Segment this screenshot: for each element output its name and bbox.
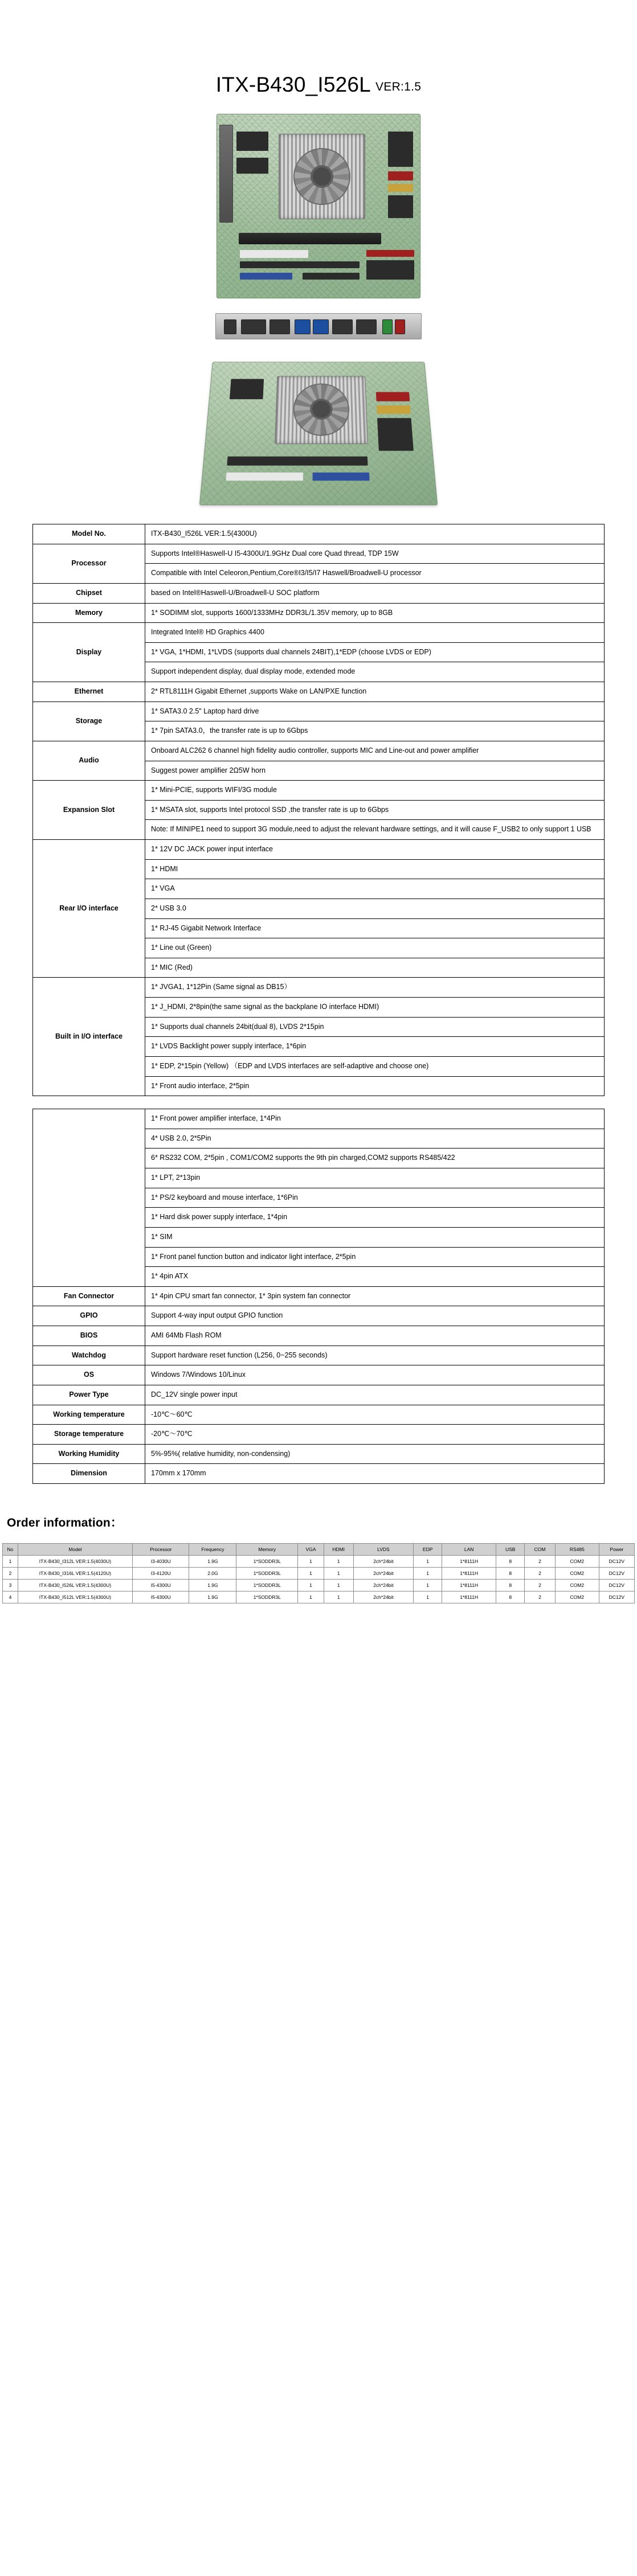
spec-value-cell: -10℃～60℃ bbox=[145, 1405, 605, 1425]
order-table-cell: DC12V bbox=[599, 1556, 634, 1568]
spec-label-cell: Working Humidity bbox=[33, 1444, 145, 1464]
spec-row bbox=[33, 1286, 605, 1306]
order-table-cell: 1 bbox=[298, 1580, 324, 1591]
spec-value-cell: 1* MIC (Red) bbox=[145, 958, 605, 978]
heatsink-graphic bbox=[275, 376, 368, 444]
spec-row bbox=[33, 781, 605, 801]
order-table-cell: 1 bbox=[298, 1556, 324, 1568]
spec-label-cell bbox=[33, 1109, 145, 1287]
spec-value-cell: Support independent display, dual display mode, extended mode bbox=[145, 662, 605, 682]
order-table-column-header: COM bbox=[525, 1544, 556, 1556]
connector-block-graphic bbox=[377, 418, 414, 451]
spec-label-cell: GPIO bbox=[33, 1306, 145, 1326]
line-out-jack-graphic bbox=[382, 319, 393, 334]
spec-label-cell: Storage temperature bbox=[33, 1425, 145, 1445]
rj45-port-graphic bbox=[332, 319, 353, 334]
order-table-cell: 1 bbox=[324, 1591, 353, 1603]
order-table-cell: I5-4300U bbox=[133, 1580, 189, 1591]
spec-value-cell: 1* PS/2 keyboard and mouse interface, 1*6Pin bbox=[145, 1188, 605, 1208]
spec-value-cell: ITX-B430_I526L VER:1.5(4300U) bbox=[145, 524, 605, 544]
order-table-cell: DC12V bbox=[599, 1580, 634, 1591]
spec-value-cell: 1* EDP, 2*15pin (Yellow) （EDP and LVDS interfaces are self-adaptive and choose one) bbox=[145, 1056, 605, 1076]
specifications-table-secondary-body bbox=[33, 1109, 605, 1484]
connector-block-graphic bbox=[303, 273, 360, 280]
connector-block-graphic bbox=[388, 184, 413, 192]
order-table-cell: 1 bbox=[324, 1580, 353, 1591]
connector-block-graphic bbox=[236, 158, 268, 174]
spec-value-cell: 1* VGA bbox=[145, 879, 605, 899]
spec-row bbox=[33, 1346, 605, 1365]
spec-value-cell: Suggest power amplifier 2Ω5W horn bbox=[145, 761, 605, 781]
order-table-cell: 3 bbox=[3, 1580, 18, 1591]
connector-block-graphic bbox=[366, 250, 414, 257]
spec-value-cell: Integrated Intel® HD Graphics 4400 bbox=[145, 623, 605, 643]
io-shield-graphic bbox=[219, 125, 233, 223]
order-table-cell: ITX-B430_I512L VER:1.5(4300U) bbox=[18, 1591, 132, 1603]
order-table-column-header: Processor bbox=[133, 1544, 189, 1556]
order-table-cell: 1 bbox=[414, 1568, 442, 1580]
spec-label-cell: OS bbox=[33, 1365, 145, 1385]
spec-value-cell: 1* Line out (Green) bbox=[145, 938, 605, 958]
order-table-cell: I3-4120U bbox=[133, 1568, 189, 1580]
order-table-cell: 1*SODDR3L bbox=[236, 1580, 298, 1591]
spec-value-cell: 1* Front power amplifier interface, 1*4Pin bbox=[145, 1109, 605, 1129]
spec-value-cell: DC_12V single power input bbox=[145, 1385, 605, 1405]
connector-block-graphic bbox=[240, 250, 308, 258]
spec-row bbox=[33, 544, 605, 564]
spec-value-cell: Supports Intel®Haswell-U I5-4300U/1.9GHz Dual core Quad thread, TDP 15W bbox=[145, 544, 605, 564]
motherboard-top-view-image bbox=[217, 114, 420, 298]
specifications-table-primary bbox=[32, 524, 605, 1096]
order-table-cell: COM2 bbox=[555, 1591, 599, 1603]
spec-value-cell: Windows 7/Windows 10/Linux bbox=[145, 1365, 605, 1385]
connector-block-graphic bbox=[388, 171, 413, 181]
spec-value-cell: 1* 4pin ATX bbox=[145, 1267, 605, 1287]
order-table-cell: 1 bbox=[414, 1580, 442, 1591]
spec-row bbox=[33, 583, 605, 603]
order-table-cell: DC12V bbox=[599, 1591, 634, 1603]
connector-block-graphic bbox=[227, 457, 368, 466]
spec-value-cell: 5%-95%( relative humidity, non-condensing) bbox=[145, 1444, 605, 1464]
specifications-table-secondary bbox=[32, 1109, 605, 1484]
cpu-fan-graphic bbox=[293, 148, 350, 205]
spec-row bbox=[33, 1385, 605, 1405]
order-table-cell: 1 bbox=[298, 1591, 324, 1603]
product-version-title: VER:1.5 bbox=[375, 80, 422, 93]
spec-value-cell: 1* HDMI bbox=[145, 859, 605, 879]
order-table-cell: 2 bbox=[525, 1591, 556, 1603]
order-table-row bbox=[3, 1568, 635, 1580]
order-table-cell: 4 bbox=[3, 1591, 18, 1603]
connector-block-graphic bbox=[376, 392, 410, 401]
spec-label-cell: Display bbox=[33, 623, 145, 682]
connector-block-graphic bbox=[226, 473, 303, 481]
spec-row bbox=[33, 1306, 605, 1326]
spec-value-cell: 1* LVDS Backlight power supply interface, 1*6pin bbox=[145, 1037, 605, 1057]
spec-row bbox=[33, 524, 605, 544]
sodimm-slot-graphic bbox=[239, 233, 381, 244]
spec-value-cell: 1* SIM bbox=[145, 1227, 605, 1247]
order-table-cell: 1*8111H bbox=[442, 1556, 496, 1568]
order-table-column-header: LAN bbox=[442, 1544, 496, 1556]
page-title bbox=[0, 0, 637, 97]
connector-block-graphic bbox=[366, 260, 414, 280]
order-table-cell: I5-4300U bbox=[133, 1591, 189, 1603]
spec-value-cell: 1* VGA, 1*HDMI, 1*LVDS (supports dual channels 24BIT),1*EDP (choose LVDS or EDP) bbox=[145, 642, 605, 662]
order-table-cell: 2ch*24bit bbox=[353, 1580, 414, 1591]
connector-block-graphic bbox=[230, 379, 264, 400]
order-table-cell: 1*8111H bbox=[442, 1591, 496, 1603]
connector-block-graphic bbox=[377, 405, 411, 414]
spec-label-cell: BIOS bbox=[33, 1326, 145, 1346]
order-table-column-header: Frequency bbox=[189, 1544, 236, 1556]
order-table-cell: 1*SODDR3L bbox=[236, 1568, 298, 1580]
order-table-cell: 1*SODDR3L bbox=[236, 1591, 298, 1603]
mic-jack-graphic bbox=[395, 319, 405, 334]
spec-value-cell: 1* Front panel function button and indicator light interface, 2*5pin bbox=[145, 1247, 605, 1267]
spec-row bbox=[33, 1326, 605, 1346]
order-table-cell: 2ch*24bit bbox=[353, 1556, 414, 1568]
order-table-cell: COM2 bbox=[555, 1556, 599, 1568]
order-table-column-header: Memory bbox=[236, 1544, 298, 1556]
spec-row bbox=[33, 1365, 605, 1385]
spec-value-cell: Compatible with Intel Celeoron,Pentium,Core®I3/I5/I7 Haswell/Broadwell-U processor bbox=[145, 564, 605, 584]
specifications-table-primary-body bbox=[33, 524, 605, 1096]
order-table-column-header: VGA bbox=[298, 1544, 324, 1556]
spec-row bbox=[33, 1109, 605, 1129]
spec-label-cell: Memory bbox=[33, 603, 145, 623]
spec-value-cell: 6* RS232 COM, 2*5pin , COM1/COM2 supports the 9th pin charged,COM2 supports RS485/422 bbox=[145, 1148, 605, 1168]
spec-label-cell: Built in I/O interface bbox=[33, 978, 145, 1096]
order-table-cell: DC12V bbox=[599, 1568, 634, 1580]
heatsink-graphic bbox=[279, 134, 365, 219]
spec-value-cell: Support hardware reset function (L256, 0~255 seconds) bbox=[145, 1346, 605, 1365]
spec-value-cell: 1* 4pin CPU smart fan connector, 1* 3pin system fan connector bbox=[145, 1286, 605, 1306]
spec-value-cell: 1* 12V DC JACK power input interface bbox=[145, 840, 605, 860]
order-table-column-header: LVDS bbox=[353, 1544, 414, 1556]
spec-row bbox=[33, 840, 605, 860]
product-model-title: ITX-B430_I526L bbox=[215, 73, 371, 96]
order-table-cell: 1*8111H bbox=[442, 1568, 496, 1580]
connector-block-graphic bbox=[240, 261, 360, 268]
spec-value-cell: 1* SODIMM slot, supports 1600/1333MHz DDR3L/1.35V memory, up to 8GB bbox=[145, 603, 605, 623]
spec-label-cell: Dimension bbox=[33, 1464, 145, 1484]
spec-label-cell: Processor bbox=[33, 544, 145, 583]
usb30-port-graphic bbox=[313, 319, 329, 334]
order-table-column-header: No bbox=[3, 1544, 18, 1556]
connector-block-graphic bbox=[313, 473, 370, 481]
order-table-cell: 2 bbox=[525, 1580, 556, 1591]
spec-label-cell: Expansion Slot bbox=[33, 781, 145, 840]
spec-row bbox=[33, 1464, 605, 1484]
motherboard-angled-view-image bbox=[199, 362, 438, 505]
order-table-cell: 1*8111H bbox=[442, 1580, 496, 1591]
spec-value-cell: 1* RJ-45 Gigabit Network Interface bbox=[145, 918, 605, 938]
spec-value-cell: 1* Front audio interface, 2*5pin bbox=[145, 1076, 605, 1096]
spec-row bbox=[33, 1425, 605, 1445]
spec-value-cell: 1* JVGA1, 1*12Pin (Same signal as DB15） bbox=[145, 978, 605, 998]
rj45-port-graphic bbox=[356, 319, 377, 334]
spec-value-cell: 4* USB 2.0, 2*5Pin bbox=[145, 1129, 605, 1148]
spec-value-cell: 170mm x 170mm bbox=[145, 1464, 605, 1484]
connector-block-graphic bbox=[236, 132, 268, 151]
product-image-gallery bbox=[0, 114, 637, 504]
order-table-cell: 1 bbox=[324, 1568, 353, 1580]
spec-row bbox=[33, 623, 605, 643]
order-table-column-header: RS485 bbox=[555, 1544, 599, 1556]
rear-io-panel-image bbox=[215, 313, 422, 339]
vga-port-graphic bbox=[241, 319, 266, 334]
spec-label-cell: Rear I/O interface bbox=[33, 840, 145, 978]
order-table-column-header: HDMI bbox=[324, 1544, 353, 1556]
connector-block-graphic bbox=[240, 273, 292, 280]
dc-jack-port-graphic bbox=[224, 319, 236, 334]
spec-value-cell: 2* USB 3.0 bbox=[145, 899, 605, 918]
spec-value-cell: 1* LPT, 2*13pin bbox=[145, 1168, 605, 1188]
spec-label-cell: Power Type bbox=[33, 1385, 145, 1405]
spec-value-cell: 1* Mini-PCIE, supports WIFI/3G module bbox=[145, 781, 605, 801]
order-table-head bbox=[3, 1544, 635, 1556]
order-table-cell: 1*SODDR3L bbox=[236, 1556, 298, 1568]
spec-label-cell: Storage bbox=[33, 702, 145, 741]
order-table-cell: 1 bbox=[298, 1568, 324, 1580]
spec-label-cell: Watchdog bbox=[33, 1346, 145, 1365]
order-table-cell: 1 bbox=[414, 1556, 442, 1568]
order-table-cell: ITX-B430_I316L VER:1.5(4120U) bbox=[18, 1568, 132, 1580]
spec-row bbox=[33, 682, 605, 702]
spec-value-cell: 1* Hard disk power supply interface, 1*4pin bbox=[145, 1208, 605, 1228]
order-table-column-header: Model bbox=[18, 1544, 132, 1556]
order-table-cell: I3-4030U bbox=[133, 1556, 189, 1568]
order-table-cell: 8 bbox=[496, 1568, 525, 1580]
order-table-cell: 1.9G bbox=[189, 1591, 236, 1603]
order-table-cell: 1 bbox=[414, 1591, 442, 1603]
order-information-heading: Order information： bbox=[7, 1516, 123, 1529]
connector-block-graphic bbox=[388, 195, 413, 218]
spec-value-cell: based on Intel®Haswell-U/Broadwell-U SOC platform bbox=[145, 583, 605, 603]
spec-row bbox=[33, 603, 605, 623]
order-table-column-header: EDP bbox=[414, 1544, 442, 1556]
spec-value-cell: 1* J_HDMI, 2*8pin(the same signal as the backplane IO interface HDMI) bbox=[145, 998, 605, 1018]
order-information-table bbox=[2, 1543, 635, 1603]
order-table-cell: COM2 bbox=[555, 1568, 599, 1580]
order-table-cell: 8 bbox=[496, 1580, 525, 1591]
order-table-cell: 2ch*24bit bbox=[353, 1591, 414, 1603]
spec-label-cell: Chipset bbox=[33, 583, 145, 603]
order-table-cell: ITX-B430_I526L VER:1.5(4300U) bbox=[18, 1580, 132, 1591]
order-table-cell: COM2 bbox=[555, 1580, 599, 1591]
spec-value-cell: -20℃～70℃ bbox=[145, 1425, 605, 1445]
spec-row bbox=[33, 978, 605, 998]
order-table-row bbox=[3, 1556, 635, 1568]
spec-row bbox=[33, 741, 605, 761]
spec-value-cell: 1* SATA3.0 2.5" Laptop hard drive bbox=[145, 702, 605, 721]
order-table-column-header: USB bbox=[496, 1544, 525, 1556]
order-table-cell: 2 bbox=[525, 1568, 556, 1580]
order-table-cell: 1 bbox=[324, 1556, 353, 1568]
order-table-cell: 1 bbox=[3, 1556, 18, 1568]
order-table-header-row bbox=[3, 1544, 635, 1556]
order-table-cell: 8 bbox=[496, 1556, 525, 1568]
connector-block-graphic bbox=[388, 132, 413, 167]
order-table-column-header: Power bbox=[599, 1544, 634, 1556]
order-table-cell: 2ch*24bit bbox=[353, 1568, 414, 1580]
order-table-cell: 8 bbox=[496, 1591, 525, 1603]
order-table-cell: 1.9G bbox=[189, 1556, 236, 1568]
order-table-cell: 2.0G bbox=[189, 1568, 236, 1580]
spec-value-cell: 1* 7pin SATA3.0，the transfer rate is up to 6Gbps bbox=[145, 721, 605, 741]
spec-row bbox=[33, 702, 605, 721]
spec-label-cell: Ethernet bbox=[33, 682, 145, 702]
order-table-row bbox=[3, 1591, 635, 1603]
order-table-body bbox=[3, 1556, 635, 1603]
order-table-cell: ITX-B430_I312L VER:1.5(4030U) bbox=[18, 1556, 132, 1568]
spec-value-cell: 1* MSATA slot, supports Intel protocol SSD ,the transfer rate is up to 6Gbps bbox=[145, 800, 605, 820]
order-table-cell: 2 bbox=[525, 1556, 556, 1568]
spec-value-cell: AMI 64Mb Flash ROM bbox=[145, 1326, 605, 1346]
spec-value-cell: 2* RTL8111H Gigabit Ethernet ,supports Wake on LAN/PXE function bbox=[145, 682, 605, 702]
spec-label-cell: Audio bbox=[33, 741, 145, 780]
hdmi-port-graphic bbox=[270, 319, 290, 334]
spec-row bbox=[33, 1405, 605, 1425]
order-table-row bbox=[3, 1580, 635, 1591]
spec-value-cell: Support 4-way input output GPIO function bbox=[145, 1306, 605, 1326]
spec-label-cell: Model No. bbox=[33, 524, 145, 544]
spec-value-cell: Note: If MINIPE1 need to support 3G module,need to adjust the relevant hardware settings, and it will cause F_USB2 to only support 1 USB bbox=[145, 820, 605, 840]
spec-value-cell: Onboard ALC262 6 channel high fidelity audio controller, supports MIC and Line-out and power amplifier bbox=[145, 741, 605, 761]
spec-label-cell: Working temperature bbox=[33, 1405, 145, 1425]
spec-label-cell: Fan Connector bbox=[33, 1286, 145, 1306]
usb30-port-graphic bbox=[295, 319, 311, 334]
spec-value-cell: 1* Supports dual channels 24bit(dual 8), LVDS 2*15pin bbox=[145, 1017, 605, 1037]
spec-row bbox=[33, 1444, 605, 1464]
order-table-cell: 1.9G bbox=[189, 1580, 236, 1591]
order-table-cell: 2 bbox=[3, 1568, 18, 1580]
cpu-fan-graphic bbox=[293, 383, 350, 436]
